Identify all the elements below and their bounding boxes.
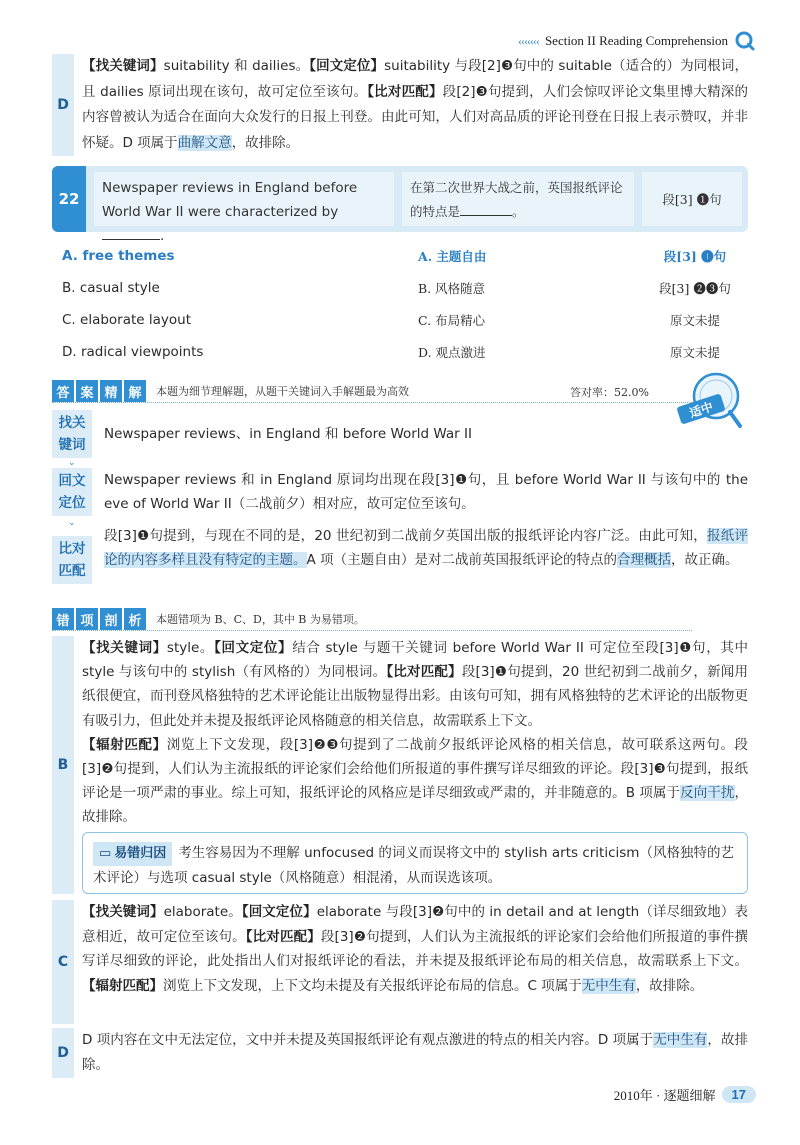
option-letter: D xyxy=(52,1028,74,1078)
keyword-text: suitability 和 dailies。 xyxy=(163,58,310,74)
analysis-text xyxy=(82,1028,748,1077)
step-text xyxy=(104,524,748,572)
answer-blank xyxy=(102,226,160,240)
step-compare xyxy=(52,524,748,598)
locate-label: 【回文定位】 xyxy=(309,58,385,74)
step-text-part: ，故正确。 xyxy=(671,552,739,568)
option-cn: C. 布局精心 xyxy=(418,313,486,328)
question-chinese xyxy=(402,172,634,226)
conclusion-text: ，故排除。 xyxy=(82,1032,749,1073)
error-type: 曲解文意 xyxy=(177,134,232,151)
option-c-analysis xyxy=(52,900,748,1024)
step-label: 回文定位 xyxy=(52,468,92,516)
question-english xyxy=(94,172,394,244)
tip-tag-label: 易错归因 xyxy=(114,846,167,861)
badge-label: 适中 xyxy=(687,399,715,421)
option-row-c xyxy=(62,304,742,336)
question-cn-end: 。 xyxy=(512,204,525,219)
option-letter: B xyxy=(52,636,74,894)
wrong-section-note: 本题错项为 B、C、D，其中 B 为易错项。 xyxy=(156,613,365,626)
option-row-d xyxy=(62,336,742,368)
title-tile: 错 xyxy=(52,608,74,630)
step-text-part: 段[3]❶句提到，与现在不同的是，20 世纪初到二战前夕英国出版的报纸评论内容广泛。由此可知， xyxy=(104,528,708,544)
page-footer xyxy=(614,1085,756,1104)
title-tile: 解 xyxy=(124,380,146,402)
tip-tag xyxy=(93,842,172,866)
step-text: Newspaper reviews 和 in England 原词均出现在段[3]❶句，且 before World War II 与该句中的 the eve of World War II（二战前夕）相对应，故可定位至该句。 xyxy=(104,472,748,512)
locate-text: elaborate 与段[3]❷句中的 in detail and at length（详尽细致地）表意相近，故可定位至该句。 xyxy=(82,904,748,945)
answer-section-title xyxy=(52,380,409,402)
question-number: 22 xyxy=(52,166,86,232)
keyword-label: 【找关键词】 xyxy=(82,904,164,920)
radiate-text: 浏览上下文发现，段[3]❷❸句提到了二战前夕报纸评论风格的相关信息，故可联系这两句。段[3]❷句提到，人们认为主流报纸的评论家们会给他们所报道的事件撰写详尽细致的评论。段[3]❸句提到，报纸评论是一项严肃的事业。综上可知，报纸评论的风格应是详尽细致或严肃的，并非随意的。B 项属于 xyxy=(82,736,749,802)
answer-section-note: 本题为细节理解题，从题干关键词入手解题最为高效 xyxy=(156,385,409,398)
monitor-icon: ▭ xyxy=(99,846,112,861)
question-en-text: Newspaper reviews in England before World War II were characterized by xyxy=(102,180,358,220)
title-tile: 案 xyxy=(76,380,98,402)
error-type: 无中生有 xyxy=(653,1032,708,1048)
options-list xyxy=(62,240,742,368)
step-find-keywords xyxy=(52,410,748,458)
compare-label: 【比对匹配】 xyxy=(245,928,321,945)
question-cn-text: 在第二次世界大战之前，英国报纸评论的特点是 xyxy=(410,180,623,219)
answer-blank-cn xyxy=(460,202,512,216)
section-divider xyxy=(52,402,692,403)
footer-label: 2010年 · 逐题细解 xyxy=(613,1088,716,1103)
option-en: A. free themes xyxy=(62,248,175,264)
locate-label: 【回文定位】 xyxy=(214,640,293,656)
question-location: 段[3] ❶句 xyxy=(642,172,742,226)
compare-label: 【比对匹配】 xyxy=(386,664,462,681)
error-type: 无中生有 xyxy=(581,977,636,994)
option-letter: C xyxy=(52,900,74,1024)
question-en-end: . xyxy=(160,228,165,244)
title-tile: 精 xyxy=(100,380,122,402)
conclusion-text: ，故排除。 xyxy=(82,785,748,826)
tip-text: 考生容易因为不理解 unfocused 的词义而误将文中的 stylish arts criticism（风格独特的艺术评论）与选项 casual style（风格随意）相混淆，从而误选该项。 xyxy=(93,845,734,886)
error-tip-box xyxy=(82,832,748,894)
option-location: 段[3] ❷❸句 xyxy=(659,281,731,296)
analysis-sentence: D 项内容在文中无法定位，文中并未提及英国报纸评论有观点激进的特点的相关内容。D 项属于 xyxy=(82,1032,654,1048)
option-row-b xyxy=(62,272,742,304)
locate-label: 【回文定位】 xyxy=(241,904,317,920)
header-arrows: ‹‹‹‹‹‹‹ xyxy=(517,33,539,48)
locate-text: suitability 与段[2]❸句中的 suitable（适合的）为同根词，且 dailies 原词出现在该句，故可定位至该句。 xyxy=(82,58,749,100)
step-locate xyxy=(52,468,748,518)
chevron-down-icon: ⌄ xyxy=(68,518,76,528)
page-number: 17 xyxy=(722,1086,756,1103)
option-cn: D. 观点激进 xyxy=(418,345,486,360)
title-tile: 析 xyxy=(124,608,146,630)
option-d-analysis-top xyxy=(52,54,748,156)
accuracy-rate: 答对率：52.0% xyxy=(570,386,649,399)
keyword-text: elaborate。 xyxy=(163,904,242,920)
compare-text: 段[3]❶句提到，20 世纪初到二战前夕，新闻用纸很便宜，而刊登风格独特的艺术评论能让出版物显得出彩。由该句可知，拥有风格独特的艺术评论的出版物更有吸引力，但此处并未提及报纸评论风格随意的相关信息，故需联系上下文。 xyxy=(82,664,748,729)
option-location: 段[3] ❶句 xyxy=(663,249,727,264)
radiate-text: 浏览上下文发现，上下文均未提及有关报纸评论布局的信息。C 项属于 xyxy=(163,977,582,994)
section-divider xyxy=(52,630,692,631)
title-tile: 项 xyxy=(76,608,98,630)
analysis-text xyxy=(82,54,748,156)
step-text: Newspaper reviews、in England 和 before World War II xyxy=(104,426,472,442)
question-box xyxy=(52,166,748,244)
title-tile: 剖 xyxy=(100,608,122,630)
analysis-text xyxy=(82,900,748,998)
page-header xyxy=(518,30,756,52)
option-location: 原文未提 xyxy=(669,345,720,360)
option-en: D. radical viewpoints xyxy=(62,344,204,360)
step-text-part: A 项（主题自由）是对二战前英国报纸评论的特点的 xyxy=(306,552,618,568)
analysis-text xyxy=(82,636,748,830)
keyword-label: 【找关键词】 xyxy=(82,58,164,74)
radiate-label: 【辐射匹配】 xyxy=(82,977,163,994)
wrong-section-title xyxy=(52,608,365,630)
compare-text: 段[2]❸句提到，人们会惊叹评论文集里博大精深的内容曾被认为适合在面向大众发行的日报上刊登。由此可知，人们对高品质的评论刊登在日报上表示赞叹，并非怀疑。D 项属于 xyxy=(82,83,749,151)
compare-text: 段[3]❷句提到，人们认为主流报纸的评论家们会给他们所报道的事件撰写详尽细致的评论，此处指出人们对报纸评论的看法，并未提及报纸评论布局的相关信息，故需联系上下文。 xyxy=(82,928,749,969)
title-tile: 答 xyxy=(52,380,74,402)
option-letter: D xyxy=(52,54,74,156)
step-label: 找关键词 xyxy=(52,410,92,458)
error-type: 反向干扰 xyxy=(680,785,735,802)
option-en: B. casual style xyxy=(62,280,160,296)
option-location: 原文未提 xyxy=(669,313,720,328)
conclusion-text: ，故排除。 xyxy=(231,134,300,151)
conclusion-text: ，故排除。 xyxy=(635,977,704,994)
option-b-analysis xyxy=(52,636,748,830)
keyword-text: style。 xyxy=(166,640,215,656)
option-cn: A. 主题自由 xyxy=(418,249,487,264)
keyword-label: 【找关键词】 xyxy=(82,640,167,656)
step-highlight: 合理概括 xyxy=(617,552,672,568)
chevron-down-icon: ⌄ xyxy=(68,458,76,468)
step-label: 比对匹配 xyxy=(52,536,92,584)
option-en: C. elaborate layout xyxy=(62,312,192,328)
step-highlight: 报纸评论的内容多样且没有特定的主题。 xyxy=(104,528,748,568)
radiate-label: 【辐射匹配】 xyxy=(82,736,167,753)
locate-text: 结合 style 与题干关键词 before World War II 可定位至段[3]❶句，其中 style 与该句中的 stylish（有风格的）为同根词。 xyxy=(82,640,749,681)
compare-label: 【比对匹配】 xyxy=(367,83,443,100)
option-cn: B. 风格随意 xyxy=(418,281,486,296)
search-icon xyxy=(734,30,756,52)
header-title: Section II Reading Comprehension xyxy=(544,33,728,48)
option-d-analysis-bottom xyxy=(52,1028,748,1080)
option-row-a xyxy=(62,240,742,272)
